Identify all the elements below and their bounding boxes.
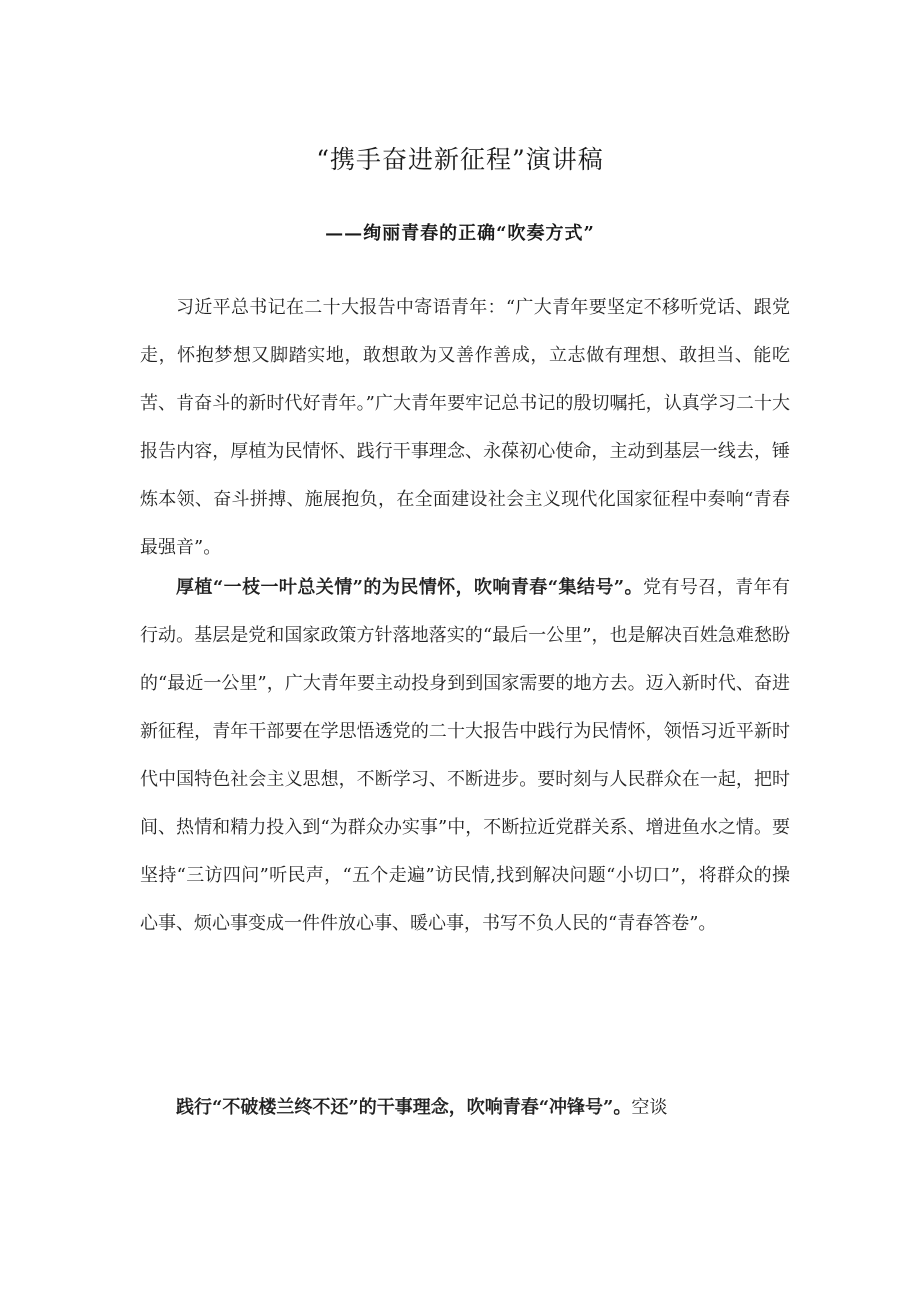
paragraph-intro — [140, 284, 790, 572]
document-subtitle: ——绚丽青春的正确“吹奏方式” — [325, 223, 595, 244]
paragraph-section-2 — [140, 1084, 790, 1132]
document-title: “携手奋进新征程”演讲稿 — [316, 145, 604, 174]
paragraph-lead: 践行“不破楼兰终不还”的干事理念，吹响青春“冲锋号”。 — [176, 1097, 632, 1118]
paragraph-section-1 — [140, 564, 790, 948]
paragraph-text: 习近平总书记在二十大报告中寄语青年：“广大青年要坚定不移听党话、跟党走，怀抱梦想又脚踏实地，敢想敢为又善作善成，立志做有理想、敢担当、能吃苦、肯奋斗的新时代好青年。”广大青年要牢记总书记的殷切嘱托，认真学习二十大报告内容，厚植为民情怀、践行干事理念、永葆初心使命，主动到基层一线去，锤炼本领、奋斗拼搏、施展抱负，在全面建设社会主义现代化国家征程中奏响“青春最强音”。 — [140, 297, 790, 558]
paragraph-text: 空谈 — [631, 1097, 668, 1118]
paragraph-lead: 厚植“一枝一叶总关情”的为民情怀，吹响青春“集结号”。 — [176, 577, 643, 598]
paragraph-text: 党有号召，青年有行动。基层是党和国家政策方针落地落实的“最后一公里”，也是解决百姓急难愁盼的“最近一公里”，广大青年要主动投身到到国家需要的地方去。迈入新时代、奋进新征程，青年干部要在学思悟透党的二十大报告中践行为民情怀，领悟习近平新时代中国特色社会主义思想，不断学习、不断进步。要时刻与人民群众在一起，把时间、热情和精力投入到“为群众办实事”中，不断拉近党群关系、增进鱼水之情。要坚持“三访四问”听民声，“五个走遍”访民情,找到解决问题“小切口”，将群众的操心事、烦心事变成一件件放心事、暖心事，书写不负人民的“青春答卷”。 — [140, 577, 791, 934]
